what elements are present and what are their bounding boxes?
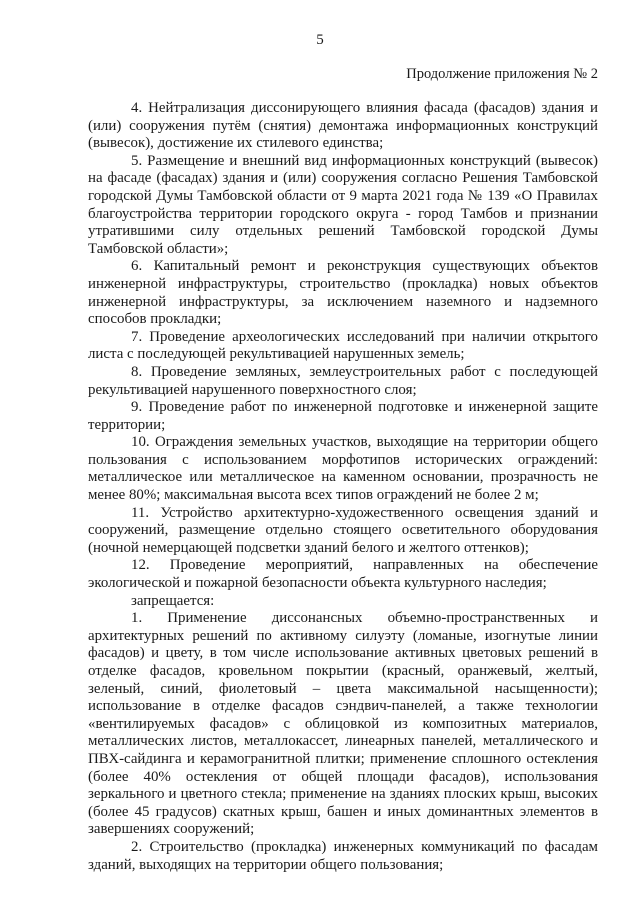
paragraph: 4. Нейтрализация диссонирующего влияния фасада (фасадов) здания и (или) сооружения путём (снятия) демонтажа информационных конструкций (вывесок), достижение их стилевого единства; [88,100,598,152]
page-number: 5 [316,32,324,48]
document-body [88,100,598,874]
paragraph: 2. Строительство (прокладка) инженерных коммуникаций по фасадам зданий, выходящих на территории общего пользования; [88,838,598,873]
paragraph: 9. Проведение работ по инженерной подготовке и инженерной защите территории; [88,399,598,433]
appendix-note: Продолжение приложения № 2 [406,66,598,82]
paragraph: 1. Применение диссонансных объемно-пространственных и архитектурных решений по активному силуэту (ломаные, изогнутые линии фасадов) и цвету, в том числе использование активных цветовых решений в отделке фасадов, кровельном покрытии (красный, оранжевый, желтый, зеленый, синий, фиолетовый – цвета максимальной насыщенности); использование в отделке фасадов сэндвич-панелей, а также технологии «вентилируемых фасадов» с облицовкой из композитных материалов, металлических листов, металлокассет, линеарных панелей, металлического и ПВХ-сайдинга и керамогранитной плитки; применение сплошного остекления (более 40% остекления от общей площади фасадов), использования зеркального и цветного стекла; применение на зданиях плоских крыш, высоких (более 45 градусов) скатных крыш, башен и иных доминантных элементов в завершениях сооружений; [88,610,598,838]
paragraph: 7. Проведение археологических исследований при наличии открытого листа с последующей рекультивацией нарушенных земель; [88,328,598,363]
paragraph: 10. Ограждения земельных участков, выходящие на территории общего пользования с использованием морфотипов исторических ограждений: металлическое или металлическое на каменном основании, прозрачность не менее 80%; максимальная высота всех типов ограждений не более 2 м; [88,434,598,504]
paragraph: 8. Проведение земляных, землеустроительных работ с последующей рекультивацией нарушенного поверхностного слоя; [88,363,598,398]
paragraph: 11. Устройство архитектурно-художественного освещения зданий и сооружений, размещение отдельно стоящего осветительного оборудования (ночной немерцающей подсветки зданий белого и желтого оттенков); [88,504,598,556]
paragraph: 12. Проведение мероприятий, направленных на обеспечение экологической и пожарной безопасности объекта культурного наследия; [88,557,598,592]
paragraph: 5. Размещение и внешний вид информационных конструкций (вывесок) на фасаде (фасадах) здания и (или) сооружения согласно Решения Тамбовской городской Думы Тамбовской области от 9 марта 2021 года № 139 «О Правилах благоустройства территории городского округа - город Тамбов и признании утратившими силу отдельных решений Тамбовской городской Думы Тамбовской области»; [88,152,598,257]
paragraph: 6. Капитальный ремонт и реконструкция существующих объектов инженерной инфраструктуры, строительство (прокладка) новых объектов инженерной инфраструктуры, за исключением наземного и надземного способов прокладки; [88,258,598,328]
paragraph-prohibited-heading: запрещается: [131,592,215,609]
